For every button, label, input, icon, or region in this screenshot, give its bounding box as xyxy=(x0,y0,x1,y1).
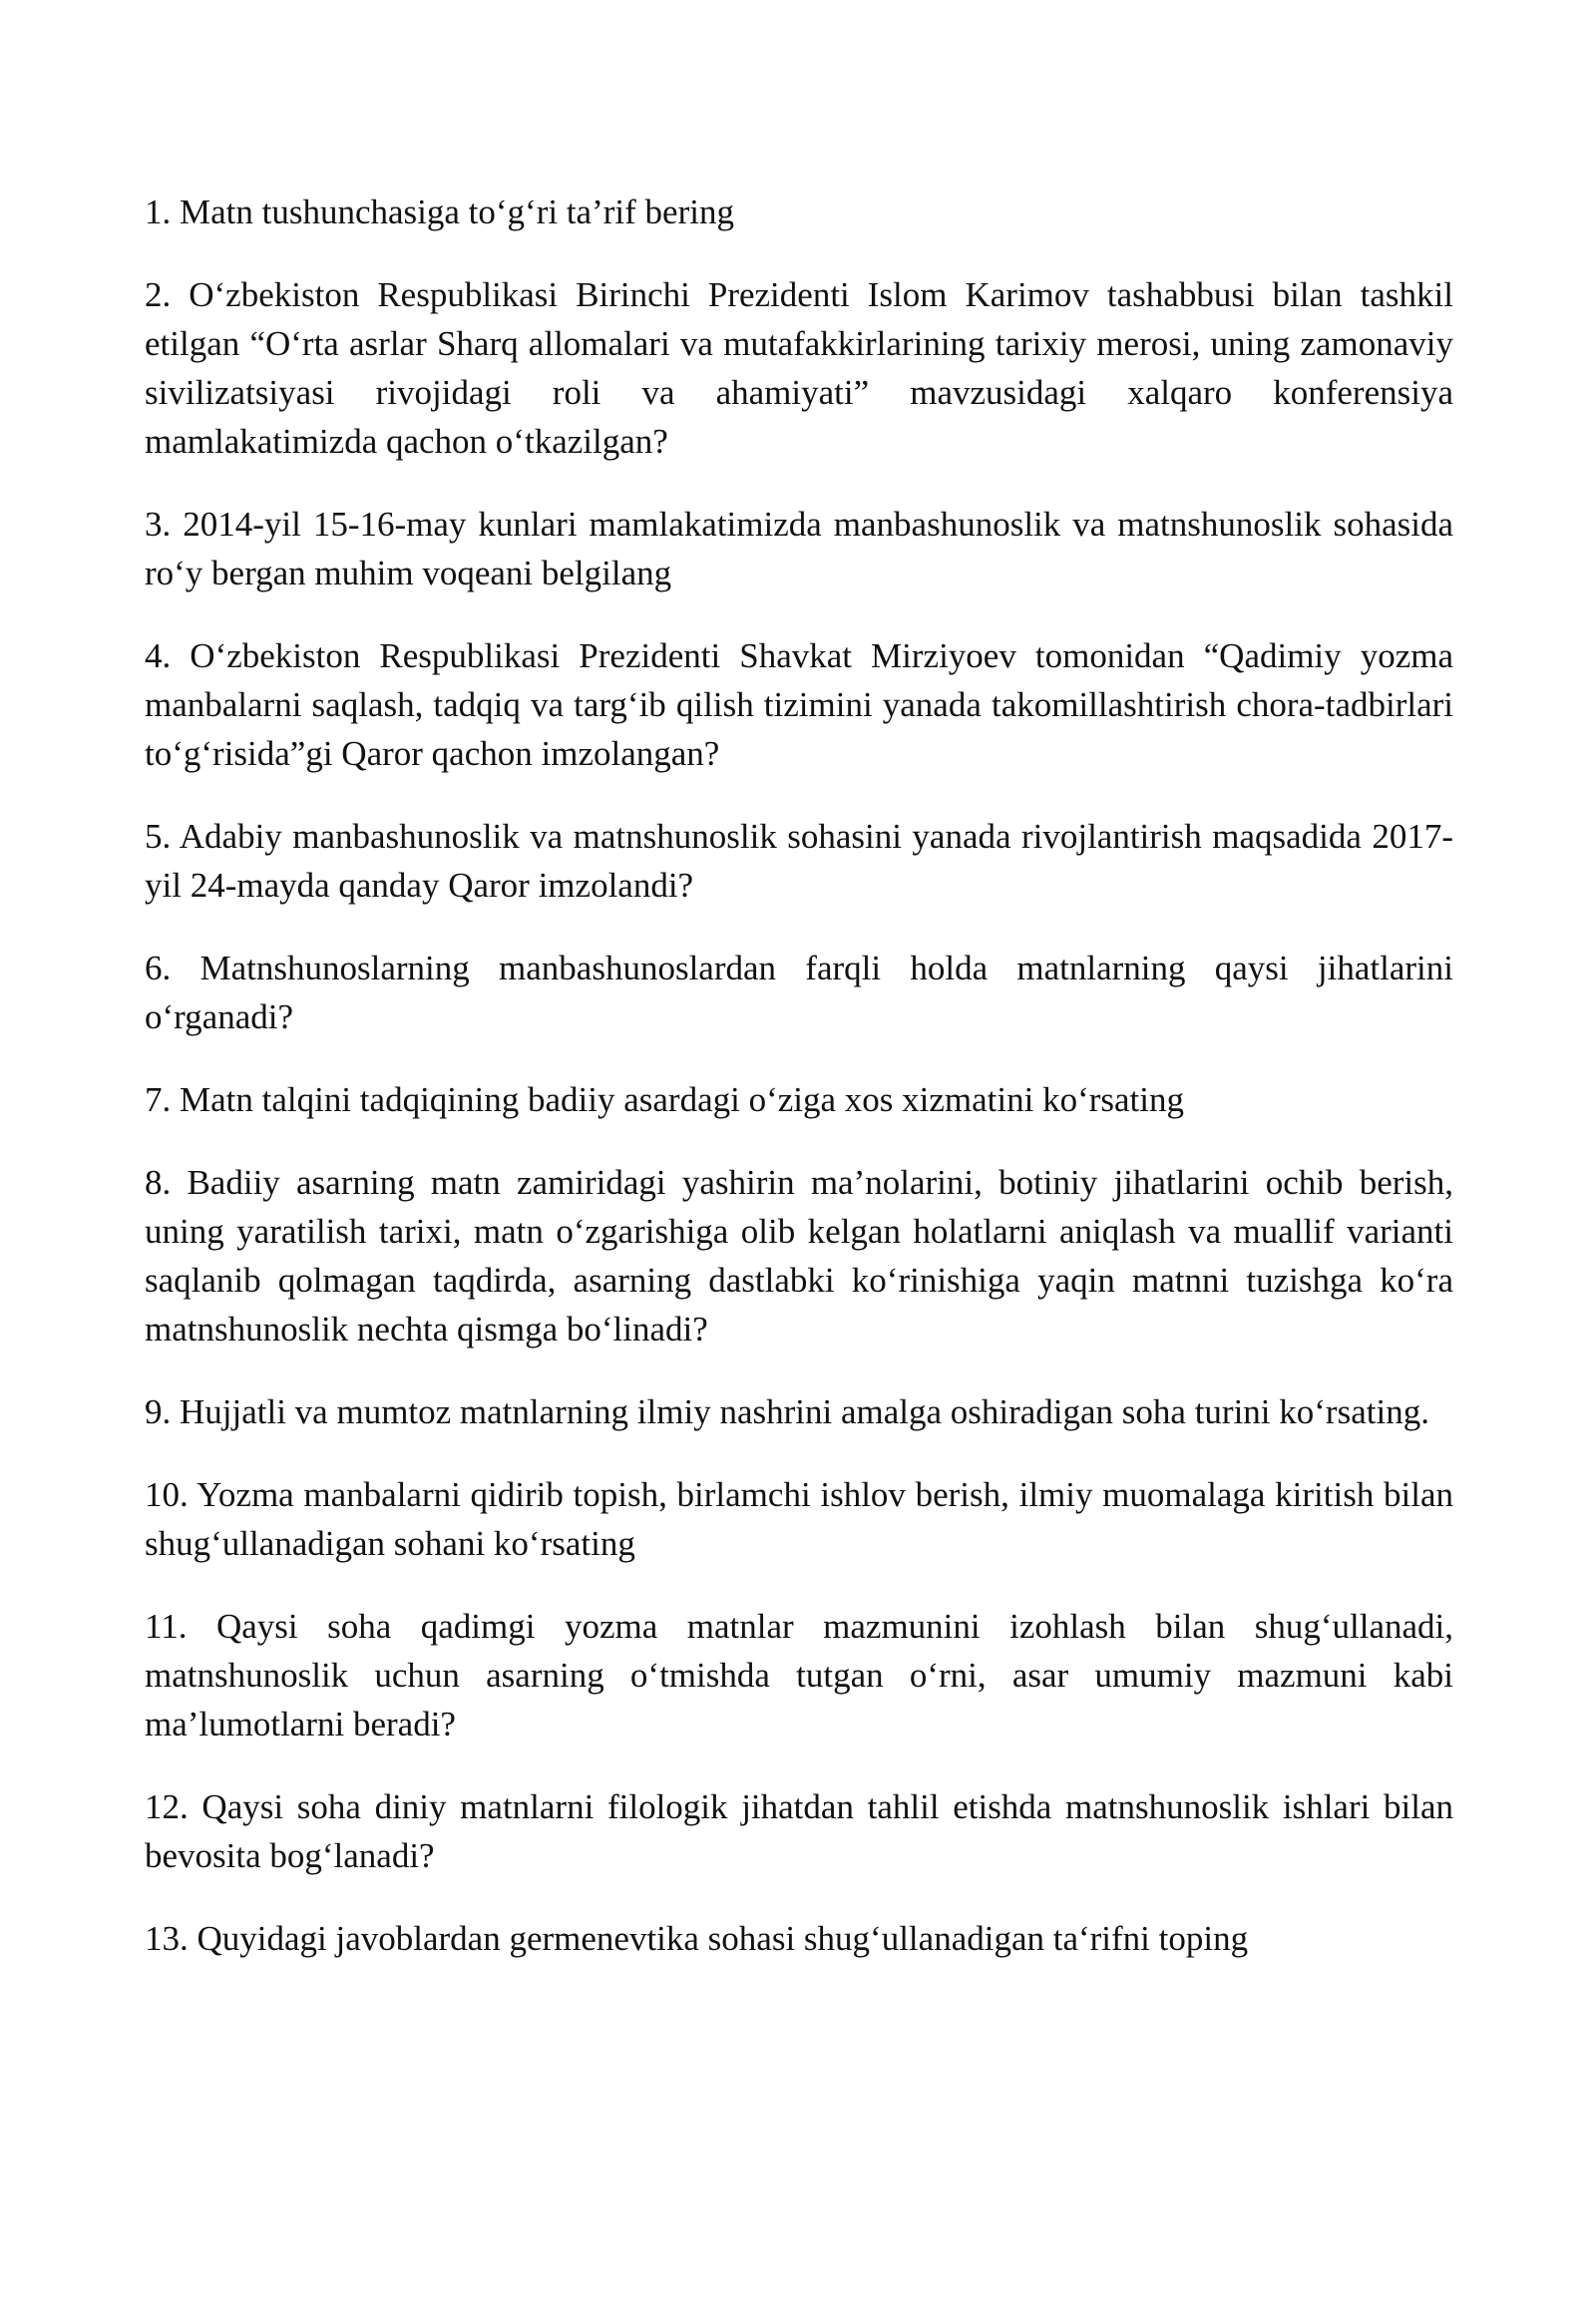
question-5: 5. Adabiy manbashunoslik va matnshunoslik sohasini yanada rivojlantirish maqsadida 2017-yil 24-mayda qanday Qaror imzolandi? xyxy=(145,817,1453,905)
question-1: 1. Matn tushunchasiga to‘g‘ri ta’rif bering xyxy=(145,193,734,231)
question-9: 9. Hujjatli va mumtoz matnlarning ilmiy nashrini amalga oshiradigan soha turini ko‘rsating. xyxy=(145,1392,1429,1431)
question-4: 4. O‘zbekiston Respublikasi Prezidenti Shavkat Mirziyoev tomonidan “Qadimiy yozma manbalarni saqlash, tadqiq va targ‘ib qilish tizimini yanada takomillashtirish chora-tadbirlari to‘g‘risida”gi Qaror qachon imzolangan? xyxy=(145,636,1453,773)
question-7: 7. Matn talqini tadqiqining badiiy asardagi o‘ziga xos xizmatini ko‘rsating xyxy=(145,1080,1185,1119)
question-12: 12. Qaysi soha diniy matnlarni filologik jihatdan tahlil etishda matnshunoslik ishlari bilan bevosita bog‘lanadi? xyxy=(145,1787,1453,1875)
question-11: 11. Qaysi soha qadimgi yozma matnlar mazmunini izohlash bilan shug‘ullanadi, matnshunoslik uchun asarning o‘tmishda tutgan o‘rni, asar umumiy mazmuni kabi ma’lumotlarni beradi? xyxy=(145,1607,1453,1743)
question-10: 10. Yozma manbalarni qidirib topish, birlamchi ishlov berish, ilmiy muomalaga kiritish bilan shug‘ullanadigan sohani ko‘rsating xyxy=(145,1475,1453,1563)
document-page xyxy=(145,188,1453,1997)
question-3: 3. 2014-yil 15-16-may kunlari mamlakatimizda manbashunoslik va matnshunoslik sohasida ro‘y bergan muhim voqeani belgilang xyxy=(145,505,1453,592)
question-13: 13. Quyidagi javoblardan germenevtika sohasi shug‘ullanadigan ta‘rifni toping xyxy=(145,1919,1249,1958)
question-6: 6. Matnshunoslarning manbashunoslardan farqli holda matnlarning qaysi jihatlarini o‘rganadi? xyxy=(145,949,1453,1036)
question-8: 8. Badiiy asarning matn zamiridagi yashirin ma’nolarini, botiniy jihatlarini ochib berish, uning yaratilish tarixi, matn o‘zgarishiga olib kelgan holatlarni aniqlash va muallif varianti saqlanib qolmagan taqdirda, asarning dastlabki ko‘rinishiga yaqin matnni tuzishga ko‘ra matnshunoslik nechta qismga bo‘linadi? xyxy=(145,1163,1453,1349)
question-2: 2. O‘zbekiston Respublikasi Birinchi Prezidenti Islom Karimov tashabbusi bilan tashkil etilgan “O‘rta asrlar Sharq allomalari va mutafakkirlarining tarixiy merosi, uning zamonaviy sivilizatsiyasi rivojidagi roli va ahamiyati” mavzusidagi xalqaro konferensiya mamlakatimizda qachon o‘tkazilgan? xyxy=(145,275,1453,461)
